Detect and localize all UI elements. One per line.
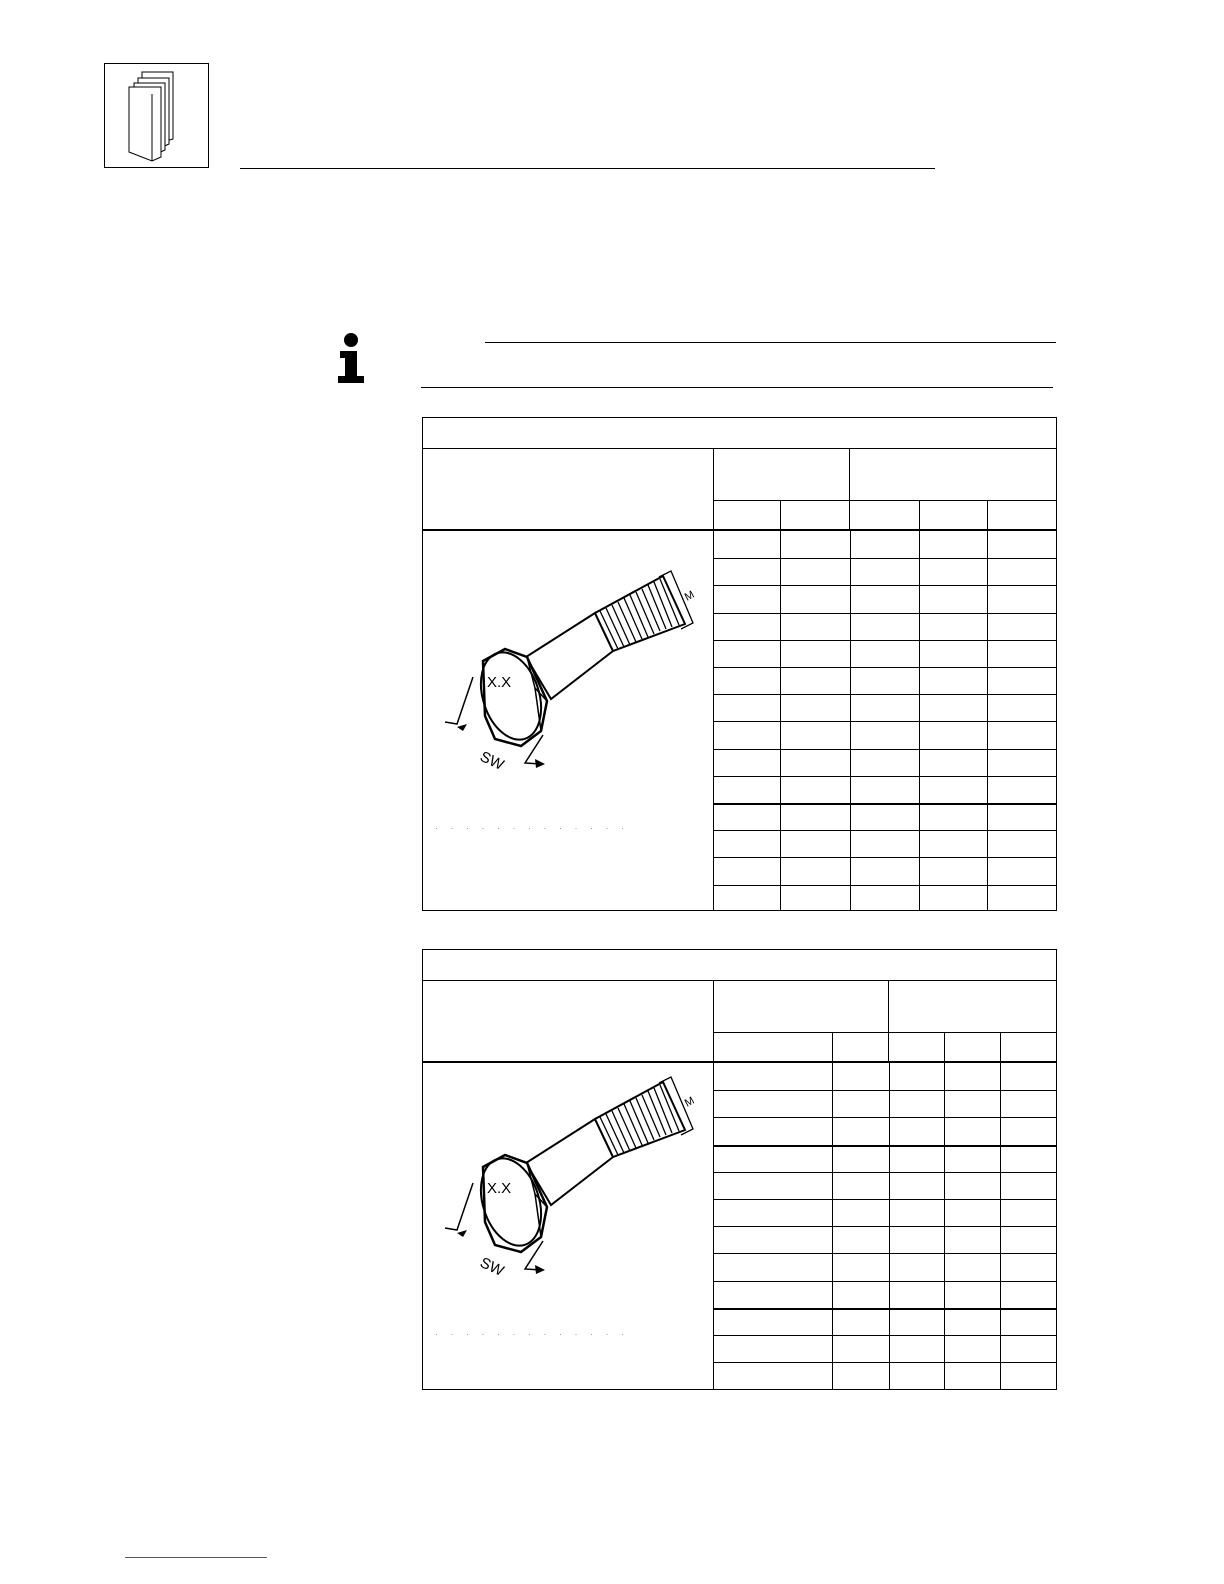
manual-book-icon bbox=[105, 64, 210, 169]
header-rule bbox=[240, 168, 935, 169]
table-subheader-row bbox=[713, 500, 1056, 530]
table-header-description bbox=[423, 448, 714, 529]
info-rule-bottom bbox=[421, 387, 1053, 388]
table-header-description bbox=[423, 980, 714, 1061]
table-row bbox=[713, 558, 1056, 559]
bolt-marking-label: X.X bbox=[487, 674, 512, 691]
table-row bbox=[713, 1199, 1056, 1200]
table-row bbox=[713, 1281, 1056, 1282]
subheader-divider bbox=[780, 500, 781, 529]
table-row bbox=[713, 1335, 1056, 1336]
info-icon bbox=[334, 332, 374, 387]
table-row bbox=[713, 776, 1056, 777]
diameter-mark-icon: M bbox=[682, 1094, 697, 1110]
torque-table-2 bbox=[422, 949, 1057, 1390]
table-row bbox=[713, 613, 1056, 614]
manual-book-icon-frame bbox=[104, 63, 209, 168]
table-row bbox=[713, 721, 1056, 722]
table-row bbox=[713, 667, 1056, 668]
subheader-divider bbox=[832, 1032, 833, 1061]
subheader-divider bbox=[987, 500, 988, 529]
bolt-illustration-cell bbox=[423, 531, 714, 910]
bolt-caption: · · · · · · · · · · · · · bbox=[435, 1329, 629, 1339]
torque-table-1 bbox=[422, 417, 1057, 911]
table-row bbox=[713, 1308, 1056, 1310]
subheader-divider bbox=[1000, 1032, 1001, 1061]
table-row bbox=[713, 885, 1056, 886]
table-row bbox=[713, 1226, 1056, 1227]
wrench-size-label: SW bbox=[477, 748, 507, 774]
table-row bbox=[713, 749, 1056, 750]
bolt-caption: · · · · · · · · · · · · · bbox=[435, 823, 629, 833]
wrench-size-label: SW bbox=[477, 1254, 507, 1280]
footer-link-rule bbox=[125, 1557, 267, 1558]
table-row bbox=[713, 1362, 1056, 1363]
info-rule-top bbox=[485, 342, 1056, 343]
diameter-mark-icon: M bbox=[682, 588, 697, 604]
subheader-divider bbox=[944, 1032, 945, 1061]
hex-bolt-illustration bbox=[423, 531, 714, 910]
table-subheader-row bbox=[713, 1032, 1056, 1062]
table-row bbox=[713, 585, 1056, 586]
table-row bbox=[713, 1117, 1056, 1118]
table-row bbox=[713, 830, 1056, 831]
bolt-marking-label: X.X bbox=[487, 1180, 512, 1197]
table-row bbox=[713, 1090, 1056, 1091]
table-row bbox=[713, 803, 1056, 805]
hex-bolt-illustration bbox=[423, 1063, 714, 1389]
table-row bbox=[713, 694, 1056, 695]
table-title-row bbox=[423, 950, 1056, 981]
table-row bbox=[713, 1145, 1056, 1147]
subheader-divider bbox=[919, 500, 920, 529]
table-row bbox=[713, 640, 1056, 641]
table-row bbox=[713, 857, 1056, 858]
table-row bbox=[713, 1253, 1056, 1254]
table-title-row bbox=[423, 418, 1056, 449]
table-row bbox=[713, 1172, 1056, 1173]
bolt-illustration-cell bbox=[423, 1063, 714, 1389]
